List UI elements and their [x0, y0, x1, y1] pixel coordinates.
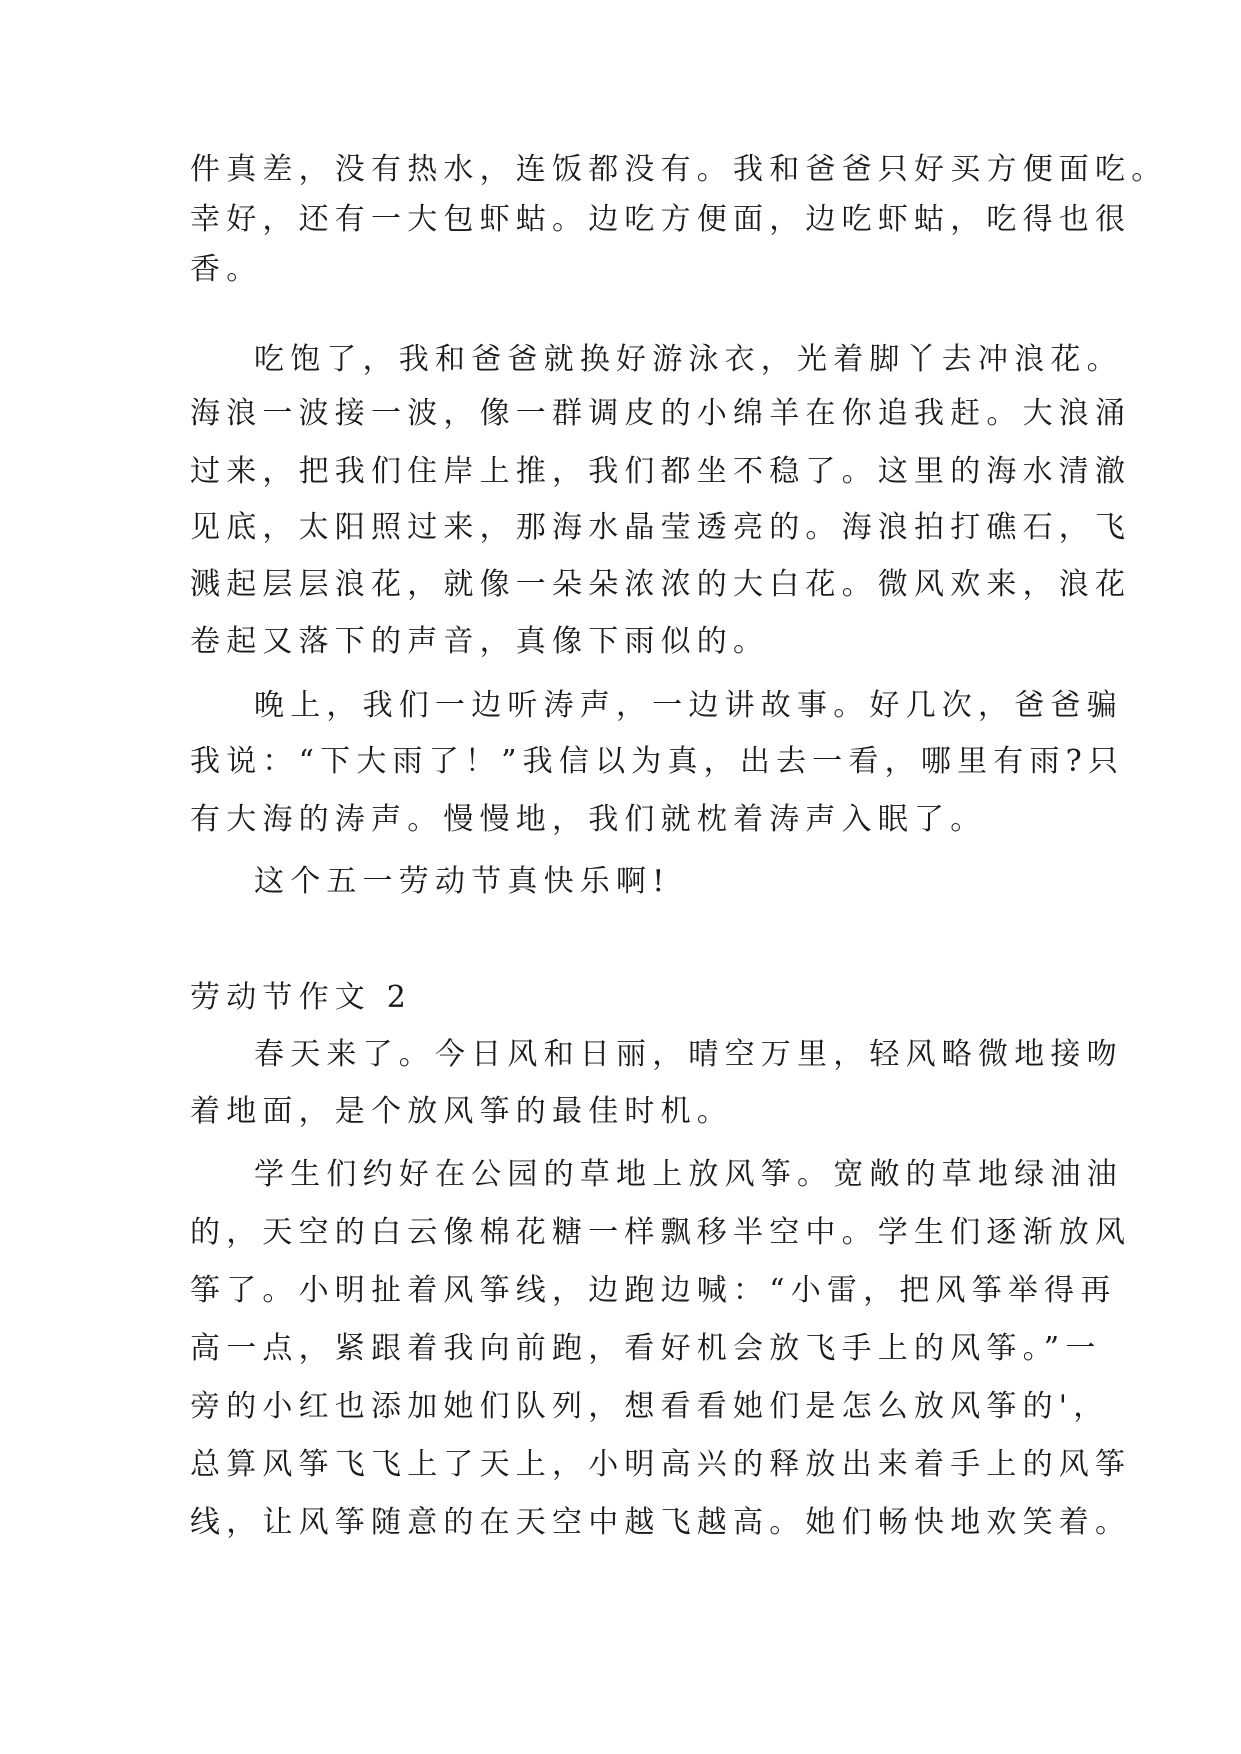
paragraph-line: 的，天空的白云像棉花糖一样飘移半空中。学生们逐渐放风: [190, 1215, 1132, 1250]
paragraph-line: 筝了。小明扯着风筝线，边跑边喊：“小雷，把风筝举得再: [190, 1273, 1117, 1308]
paragraph-line: 见底，太阳照过来，那海水晶莹透亮的。海浪拍打礁石，飞: [190, 510, 1132, 545]
paragraph-line: 香。: [190, 252, 263, 287]
paragraph-line: 线，让风筝随意的在天空中越飞越高。她们畅快地欢笑着。: [190, 1505, 1132, 1540]
paragraph-line: 总算风筝飞飞上了天上，小明高兴的释放出来着手上的风筝: [190, 1447, 1132, 1482]
paragraph-line: 卷起又落下的声音，真像下雨似的。: [190, 624, 770, 659]
paragraph-line: 过来，把我们住岸上推，我们都坐不稳了。这里的海水清澈: [190, 454, 1132, 489]
paragraph-line: 我说：“下大雨了！”我信以为真，出去一看，哪里有雨?只: [190, 744, 1125, 779]
paragraph-line: 溅起层层浪花，就像一朵朵浓浓的大白花。微风欢来，浪花: [190, 567, 1132, 602]
paragraph-line: 着地面，是个放风筝的最佳时机。: [190, 1094, 733, 1129]
paragraph-line: 吃饱了，我和爸爸就换好游泳衣，光着脚丫去冲浪花。: [254, 342, 1123, 377]
section-heading: 劳动节作文 2: [190, 980, 413, 1015]
paragraph-line: 高一点，紧跟着我向前跑，看好机会放飞手上的风筝。”一: [190, 1331, 1102, 1366]
paragraph-line: 旁的小红也添加她们队列，想看看她们是怎么放风筝的'，: [190, 1389, 1110, 1424]
paragraph-line: 学生们约好在公园的草地上放风筝。宽敞的草地绿油油: [254, 1157, 1123, 1192]
paragraph-line: 海浪一波接一波，像一群调皮的小绵羊在你追我赶。大浪涌: [190, 396, 1132, 431]
paragraph-line: 这个五一劳动节真快乐啊!: [254, 864, 671, 899]
paragraph-line: 有大海的涛声。慢慢地，我们就枕着涛声入眠了。: [190, 802, 987, 837]
paragraph-line: 春天来了。今日风和日丽，晴空万里，轻风略微地接吻: [254, 1037, 1123, 1072]
paragraph-line: 幸好，还有一大包虾蛄。边吃方便面，边吃虾蛄，吃得也很: [190, 202, 1132, 237]
paragraph-line: 件真差，没有热水，连饭都没有。我和爸爸只好买方便面吃。: [190, 152, 1168, 187]
paragraph-line: 晚上，我们一边听涛声，一边讲故事。好几次，爸爸骗: [254, 688, 1123, 723]
